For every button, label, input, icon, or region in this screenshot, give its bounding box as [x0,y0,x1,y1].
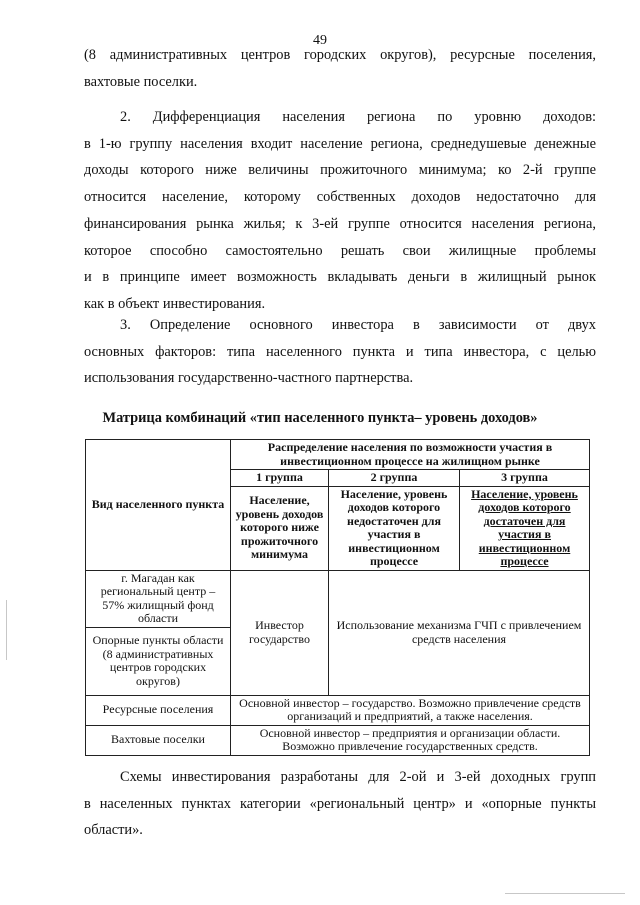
text-line: использования государственно-частного партнерства. [84,370,414,387]
group-3-header: 3 группа [460,470,590,487]
row-support-points: Опорные пункты области (8 административных центров городских округов) [86,627,231,695]
text-line: 3. Определение основного инвестора в зависимости от двух [120,317,596,333]
text-line: в 1-ю группу населения входит население региона, среднедушевые денежные [84,135,596,152]
text-line: как в объект инвестирования. [84,295,266,312]
combination-matrix-table [85,439,590,756]
group-2-header: 2 группа [329,470,460,487]
row-resource-settlements: Ресурсные поселения [86,695,231,725]
page-number: 49 [313,33,327,48]
text-line: финансирования рынка жилья; к 3-ей группе относится населения региона, [84,215,596,232]
table-title: Матрица комбинаций «тип населенного пункта– уровень доходов» [102,410,538,426]
text-line: относится население, которому собственных доходов недостаточно для [84,189,596,206]
scan-edge-mark [505,893,625,894]
paragraph-main-investor [84,312,596,392]
header-settlement-type: Вид населенного пункта [86,440,231,571]
text-line: основных факторов: типа населенного пункта и типа инвестора, с целью [84,343,596,360]
paragraph-intro [84,42,596,95]
cell-state-investor: Инвестор государство [231,570,329,695]
group-1-description: Население, уровень доходов которого ниже прожиточного минимума [231,486,329,570]
cell-resource-settlements-investor: Основной инвестор – государство. Возможно привлечение средств организаций и предприятий, а также населения. [231,695,590,725]
text-line: и в принципе имеет возможность вкладывать деньги в жилищный рынок [84,269,596,286]
row-shift-camps: Вахтовые поселки [86,725,231,755]
group-1-header: 1 группа [231,470,329,487]
text-line: 2. Дифференциация населения региона по уровню доходов: [120,109,596,125]
text-line: Схемы инвестирования разработаны для 2-ой и 3-ей доходных групп [120,769,596,785]
cell-shift-camps-investor: Основной инвестор – предприятия и организации области. Возможно привлечение государственных средств. [231,725,590,755]
scan-edge-mark [6,600,7,660]
text-line: доходы которого ниже величины прожиточного минимума; ко 2-й группе [84,162,596,179]
text-line: (8 административных центров городских округов), ресурсные поселения, [84,47,596,63]
row-magadan: г. Магадан как региональный центр – 57% жилищный фонд области [86,570,231,627]
cell-ppp-mechanism: Использование механизма ГЧП с привлечением средств населения [329,570,590,695]
paragraph-investment-schemes [84,764,596,844]
text-line: области». [84,822,143,839]
header-distribution: Распределение населения по возможности участия в инвестиционном процессе на жилищном рынке [231,440,590,470]
text-line: вахтовые поселки. [84,73,198,90]
group-2-description: Население, уровень доходов которого недостаточен для участия в инвестиционном процессе [329,486,460,570]
text-line: в населенных пунктах категории «региональный центр» и «опорные пункты [84,795,596,812]
group-3-description: Население, уровень доходов которого достаточен для участия в инвестиционном процессе [460,486,590,570]
text-line: которое способно самостоятельно решать свои жилищные проблемы [84,242,596,259]
paragraph-income-differentiation [84,104,596,318]
